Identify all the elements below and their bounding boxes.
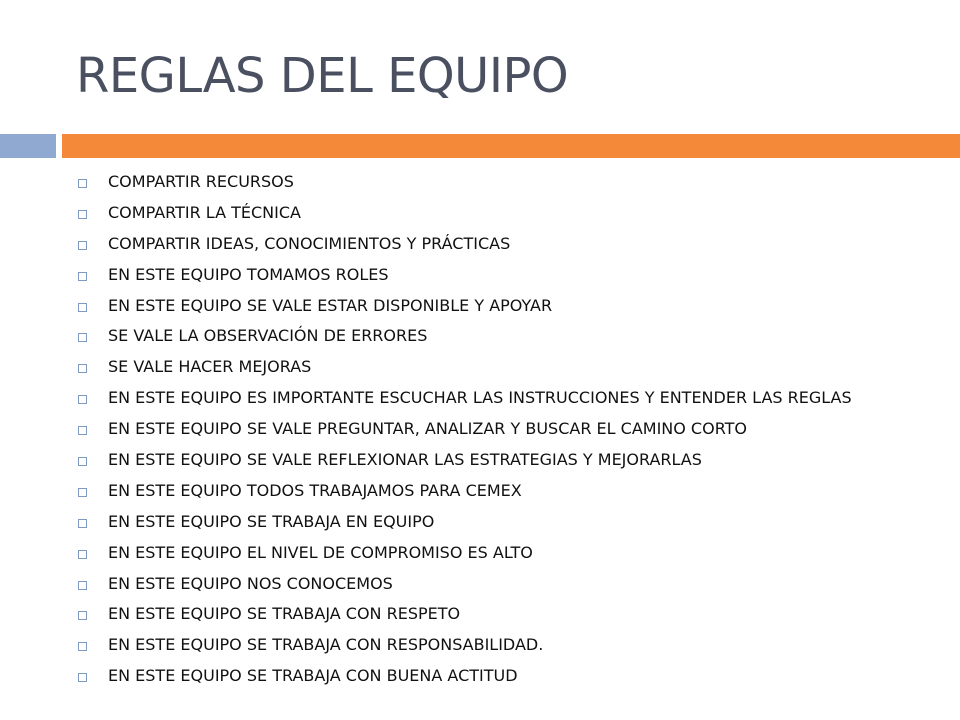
square-bullet-icon — [78, 519, 87, 528]
rule-text: COMPARTIR IDEAS, CONOCIMIENTOS Y PRÁCTICAS — [108, 233, 511, 253]
square-bullet-icon — [78, 457, 87, 466]
rule-text: EN ESTE EQUIPO SE TRABAJA CON RESPONSABILIDAD. — [108, 635, 544, 655]
square-bullet-icon — [78, 333, 87, 342]
title-underline-orange — [62, 134, 960, 158]
rules-list — [78, 172, 938, 686]
rule-text: EN ESTE EQUIPO EL NIVEL DE COMPROMISO ES ALTO — [108, 542, 533, 562]
rule-text: EN ESTE EQUIPO TOMAMOS ROLES — [108, 264, 389, 284]
rule-text: COMPARTIR LA TÉCNICA — [108, 202, 301, 222]
rule-text: SE VALE HACER MEJORAS — [108, 357, 312, 377]
list-item — [78, 388, 938, 408]
rule-text: SE VALE LA OBSERVACIÓN DE ERRORES — [108, 326, 428, 346]
square-bullet-icon — [78, 272, 87, 281]
rule-text: EN ESTE EQUIPO SE TRABAJA CON BUENA ACTITUD — [108, 666, 518, 686]
list-item — [78, 666, 938, 686]
square-bullet-icon — [78, 364, 87, 373]
list-item — [78, 296, 938, 316]
rule-text: EN ESTE EQUIPO TODOS TRABAJAMOS PARA CEMEX — [108, 480, 522, 500]
list-item — [78, 543, 938, 563]
rule-text: EN ESTE EQUIPO SE VALE PREGUNTAR, ANALIZAR Y BUSCAR EL CAMINO CORTO — [108, 419, 748, 439]
list-item — [78, 419, 938, 439]
square-bullet-icon — [78, 179, 87, 188]
square-bullet-icon — [78, 611, 87, 620]
list-item — [78, 326, 938, 346]
square-bullet-icon — [78, 210, 87, 219]
rule-text: COMPARTIR RECURSOS — [108, 172, 294, 191]
list-item — [78, 234, 938, 254]
slide-title: REGLAS DEL EQUIPO — [76, 48, 569, 104]
list-item — [78, 604, 938, 624]
rule-text: EN ESTE EQUIPO SE TRABAJA CON RESPETO — [108, 604, 461, 624]
rule-text: EN ESTE EQUIPO SE TRABAJA EN EQUIPO — [108, 511, 435, 531]
square-bullet-icon — [78, 673, 87, 682]
square-bullet-icon — [78, 303, 87, 312]
square-bullet-icon — [78, 581, 87, 590]
square-bullet-icon — [78, 550, 87, 559]
square-bullet-icon — [78, 395, 87, 404]
list-item — [78, 450, 938, 470]
rule-text: EN ESTE EQUIPO SE VALE ESTAR DISPONIBLE Y APOYAR — [108, 295, 553, 315]
rule-text: EN ESTE EQUIPO SE VALE REFLEXIONAR LAS ESTRATEGIAS Y MEJORARLAS — [108, 450, 702, 470]
rule-text: EN ESTE EQUIPO ES IMPORTANTE ESCUCHAR LAS INSTRUCCIONES Y ENTENDER LAS REGLAS — [108, 388, 852, 408]
square-bullet-icon — [78, 642, 87, 651]
square-bullet-icon — [78, 488, 87, 497]
square-bullet-icon — [78, 426, 87, 435]
list-item — [78, 512, 938, 532]
list-item — [78, 203, 938, 223]
list-item — [78, 635, 938, 655]
list-item — [78, 172, 938, 192]
list-item — [78, 265, 938, 285]
list-item — [78, 481, 938, 501]
list-item — [78, 357, 938, 377]
list-item — [78, 574, 938, 594]
square-bullet-icon — [78, 241, 87, 250]
title-underline-blue — [0, 134, 56, 158]
rule-text: EN ESTE EQUIPO NOS CONOCEMOS — [108, 573, 393, 593]
